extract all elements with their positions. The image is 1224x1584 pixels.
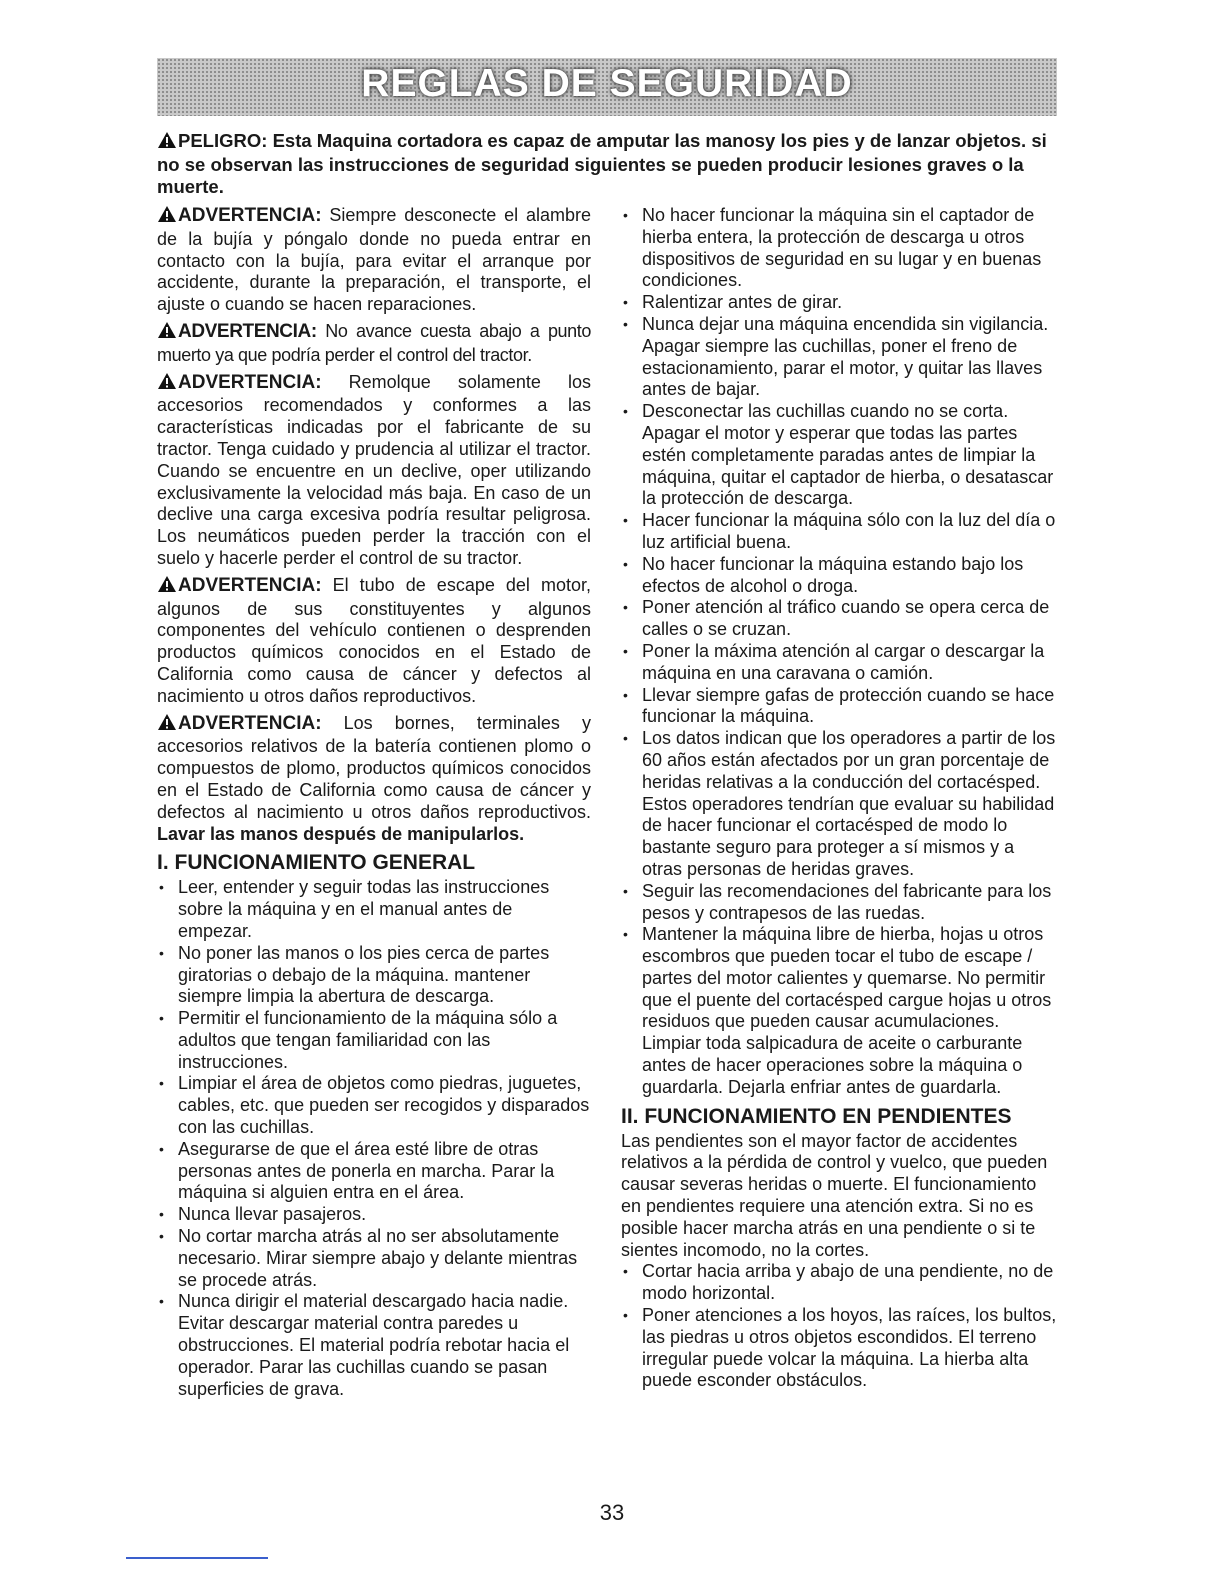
list-item: • Leer, entender y seguir todas las instrucciones sobre la máquina y en el manual antes de empezar. [157, 877, 591, 942]
warning-text: Remolque solamente los accesorios recomendados y conformes a las características indicadas por el fabricante de su tractor. Tenga cuidado y prudencia al utilizar el tractor. Cuando se encuentre en un declive, oper utilizando exclusivamente la velocidad más baja. En caso de un declive una carga excesiva podría resultar peligrosa. Los neumáticos pueden perder la tracción con el suelo y hacerle perder el control de su tractor. [157, 371, 591, 568]
list-item: • Seguir las recomendaciones del fabricante para los pesos y contrapesos de las ruedas. [621, 881, 1057, 925]
warning-paragraph [157, 205, 591, 316]
warning-triangle-icon [157, 372, 177, 396]
list-item: • Nunca llevar pasajeros. [157, 1204, 591, 1226]
bullet-list [621, 205, 1057, 1099]
warning-triangle-icon [157, 205, 177, 229]
page-title: REGLAS DE SEGURIDAD [361, 62, 853, 105]
page-number: 33 [599, 1500, 625, 1525]
warning-triangle-icon [157, 131, 177, 154]
danger-label: PELIGRO: [178, 130, 268, 151]
list-item: • Asegurarse de que el área esté libre de otras personas antes de ponerla en marcha. Parar la máquina si alguien entra en el área. [157, 1139, 591, 1204]
right-column [621, 205, 1057, 1392]
warning-paragraph [157, 575, 591, 708]
warning-text: Siempre desconecte el alambre de la bujía y póngalo donde no pueda entrar en contacto con la bujía, para evitar el arranque por accidente, durante la preparación, el transporte, el ajuste o cuando se hacen reparaciones. [157, 205, 591, 315]
list-item: • Poner atención al tráfico cuando se opera cerca de calles o se cruzan. [621, 597, 1057, 641]
header-banner [157, 58, 1057, 116]
warning-label: ADVERTENCIA: [178, 205, 322, 226]
list-item: • Llevar siempre gafas de protección cuando se hace funcionar la máquina. [621, 685, 1057, 729]
warning-label: ADVERTENCIA: [178, 371, 322, 393]
warning-paragraph [157, 321, 591, 367]
list-item: • Poner la máxima atención al cargar o descargar la máquina en una caravana o camión. [621, 641, 1057, 685]
list-item: • No cortar marcha atrás al no ser absolutamente necesario. Mirar siempre abajo y delante mientras se procede atrás. [157, 1226, 591, 1291]
list-item: • Nunca dejar una máquina encendida sin vigilancia. Apagar siempre las cuchillas, poner el freno de estacionamiento, parar el motor, y quitar las llaves antes de bajar. [621, 314, 1057, 401]
warning-label: ADVERTENCIA: [178, 712, 322, 734]
list-item: • Los datos indican que los operadores a partir de los 60 años están afectados por un gran porcentaje de heridas relativas a la conducción del cortacésped. Estos operadores tendrían que evaluar su habilidad de hacer funcionar el cortacésped de modo lo bastante seguro para proteger a sí mismos y a otras personas de heridas graves. [621, 728, 1057, 881]
warning-triangle-icon [157, 575, 177, 599]
warning-paragraph [157, 713, 591, 846]
list-item: • Mantener la máquina libre de hierba, hojas u otros escombros que pueden tocar el tubo de escape / partes del motor calientes y quemarse. No permitir que el puente del cortacésped cargue hojas u otros residuos que pueden causar acumulaciones. Limpiar toda salpicadura de aceite o carburante antes de hacer operaciones sobre la máquina o guardarla. Dejarla enfriar antes de guardarla. [621, 924, 1057, 1098]
warning-text: El tubo de escape del motor, algunos de sus constituyentes y algunos componentes del vehículo contienen o desprenden productos químicos conocidos en el Estado de California como causa de cáncer y defectos al nacimiento u otros daños reproductivos. [157, 574, 591, 706]
bullet-list [621, 1261, 1057, 1392]
warning-triangle-icon [157, 713, 177, 737]
warning-triangle-icon [157, 321, 177, 345]
section-title: I. FUNCIONAMIENTO GENERAL [157, 851, 476, 875]
warning-emphasis: Lavar las manos después de manipularlos. [157, 823, 525, 844]
bullet-list [157, 877, 591, 1400]
warning-paragraph [157, 372, 591, 570]
danger-notice [157, 130, 1057, 198]
warning-text: Los bornes, terminales y accesorios relativos de la batería contienen plomo o compuestos de plomo, productos químicos conocidos en el Estado de California como causa de cáncer y defectos al nacimiento u otros daños reproductivos. [157, 712, 591, 822]
list-item: • Poner atenciones a los hoyos, las raíces, los bultos, las piedras u otros objetos escondidos. El terreno irregular puede volcar la máquina. La hierba alta puede esconder obstáculos. [621, 1305, 1057, 1392]
list-item: • Hacer funcionar la máquina sólo con la luz del día o luz artificial buena. [621, 510, 1057, 554]
list-item: • No hacer funcionar la máquina estando bajo los efectos de alcohol o droga. [621, 554, 1057, 598]
list-item: • Nunca dirigir el material descargado hacia nadie. Evitar descargar material contra paredes u obstrucciones. El material podría rebotar hacia el operador. Parar las cuchillas cuando se pasan superficies de grava. [157, 1291, 591, 1400]
warning-label: ADVERTENCIA: [178, 320, 317, 342]
left-column [157, 205, 591, 1400]
warning-label: ADVERTENCIA: [178, 574, 322, 596]
danger-text: Esta Maquina cortadora es capaz de amputar las manosy los pies y de lanzar objetos. si no se observan las instrucciones de seguridad siguientes se pueden producir lesiones graves o la muerte. [157, 130, 1047, 197]
list-item: • Permitir el funcionamiento de la máquina sólo a adultos que tengan familiaridad con las instrucciones. [157, 1008, 591, 1073]
list-item: • Cortar hacia arriba y abajo de una pendiente, no de modo horizontal. [621, 1261, 1057, 1305]
footer-divider [126, 1557, 268, 1559]
list-item: • Ralentizar antes de girar. [621, 292, 1057, 314]
warning-text: No avance cuesta abajo a punto muerto ya que podría perder el control del tractor. [157, 320, 591, 365]
list-item: • Limpiar el área de objetos como piedras, juguetes, cables, etc. que pueden ser recogidos y disparados con las cuchillas. [157, 1073, 591, 1138]
list-item: • No poner las manos o los pies cerca de partes giratorias o debajo de la máquina. mantener siempre limpia la abertura de descarga. [157, 943, 591, 1008]
section-title: II. FUNCIONAMIENTO EN PENDIENTES [621, 1104, 1012, 1128]
list-item: • Desconectar las cuchillas cuando no se corta. Apagar el motor y esperar que todas las partes estén completamente paradas antes de limpiar la máquina, quitar el captador de hierba, o desatascar la protección de descarga. [621, 401, 1057, 510]
list-item: • No hacer funcionar la máquina sin el captador de hierba entera, la protección de descarga u otros dispositivos de seguridad en su lugar y en buenas condiciones. [621, 205, 1057, 292]
section-intro: Las pendientes son el mayor factor de accidentes relativos a la pérdida de control y vuelco, que pueden causar severas heridas o muerte. El funcionamiento en pendientes requiere una atención extra. Si no es posible hacer marcha atrás en una pendiente o si te sientes incomodo, no la cortes. [621, 1130, 1048, 1260]
